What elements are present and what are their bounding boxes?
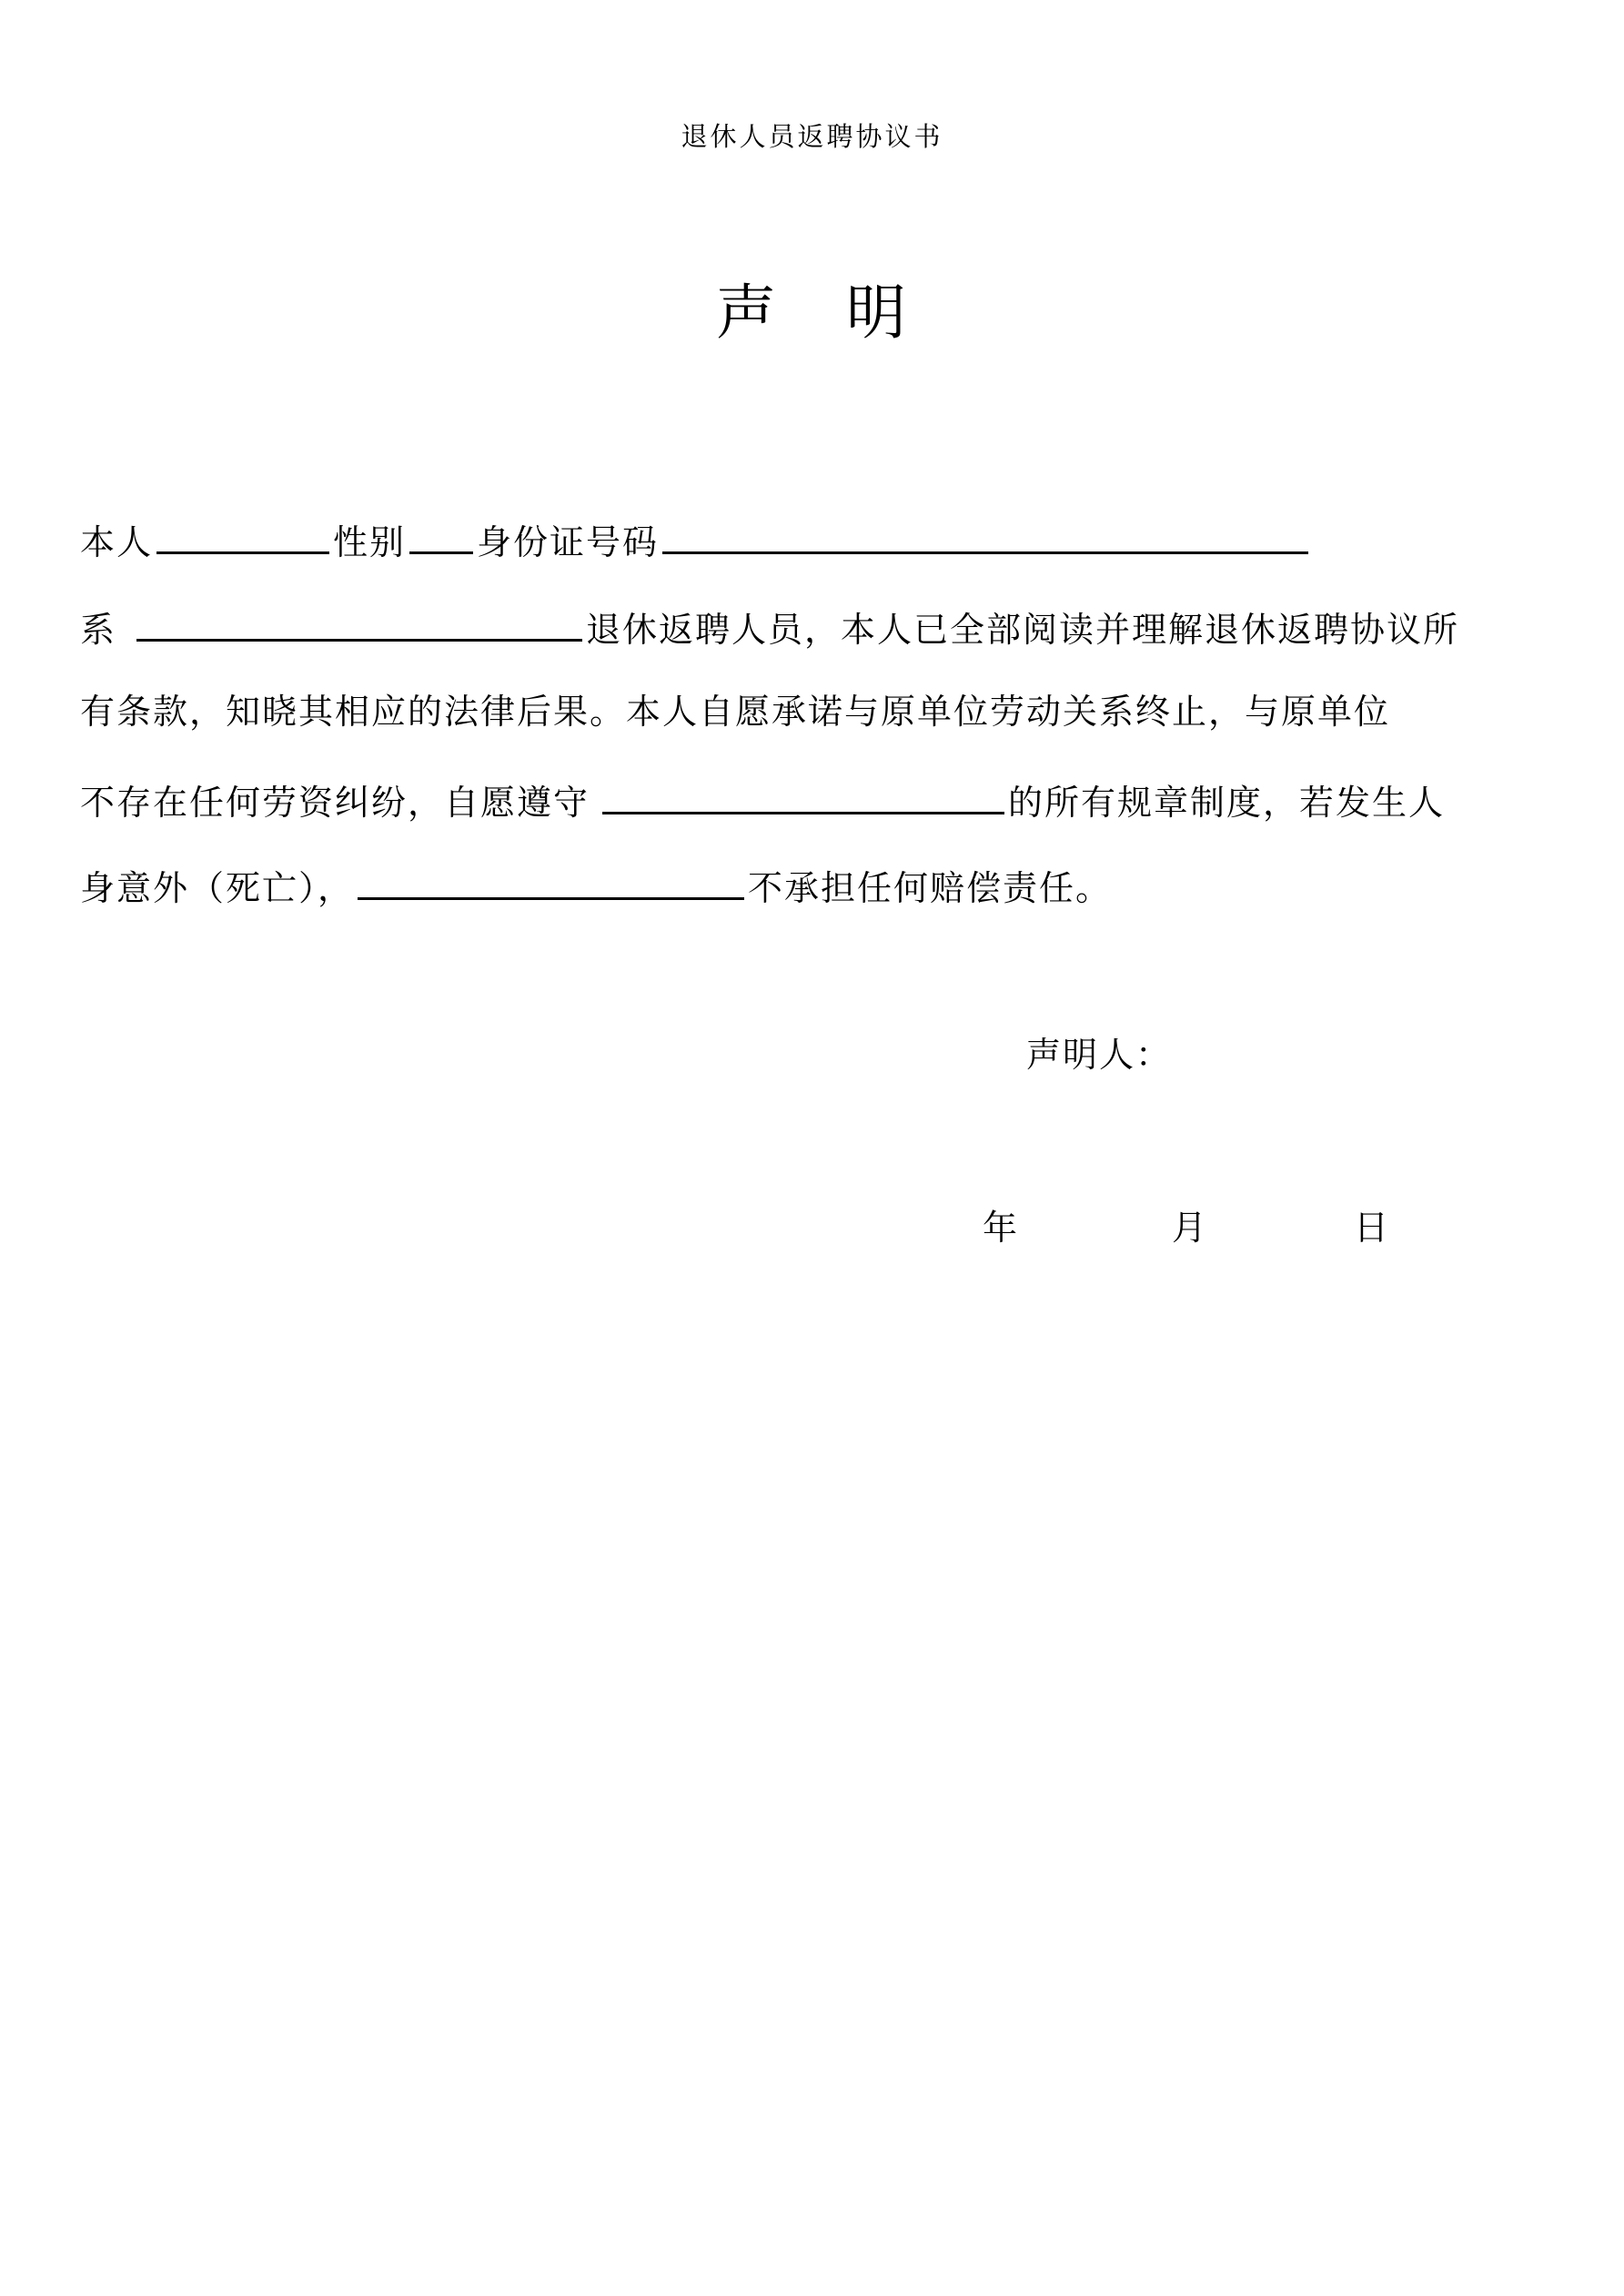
unit-blank-3[interactable]: [358, 857, 744, 900]
body-line-5: [80, 857, 1112, 912]
statement-title: [0, 264, 1624, 350]
line-4-suffix: 的所有规章制度，若发生人: [1008, 783, 1446, 823]
id-number-blank[interactable]: [662, 511, 1308, 554]
self-label: 本人: [80, 522, 154, 562]
statement-title-right: 明: [846, 278, 908, 348]
date-year-label: 年: [983, 1208, 1018, 1248]
unit-blank-2[interactable]: [602, 772, 1004, 814]
document-header-title: 退休人员返聘协议书: [681, 121, 943, 152]
gender-label: 性别: [333, 522, 407, 562]
line-4-prefix: 不存在任何劳资纠纷，自愿遵守: [80, 783, 590, 823]
declarant-label: 声明人：: [1026, 1035, 1173, 1075]
statement-title-left: 声: [716, 278, 778, 348]
line-2-text: 退休返聘人员，本人已全部阅读并理解退休返聘协议所: [586, 610, 1460, 650]
relation-label: 系: [80, 610, 117, 650]
body-line-2: [80, 599, 1459, 653]
name-blank[interactable]: [156, 511, 329, 554]
line-3-text: 有条款，知晓其相应的法律后果。本人自愿承诺与原单位劳动关系终止，与原单位: [80, 692, 1391, 732]
body-line-1: [80, 511, 1312, 566]
id-number-label: 身份证号码: [477, 522, 660, 562]
unit-blank-1[interactable]: [136, 599, 582, 642]
gender-blank[interactable]: [409, 511, 473, 554]
line-5-suffix: 不承担任何赔偿责任。: [748, 868, 1113, 908]
body-line-4: [80, 772, 1445, 826]
date-day-label: 日: [1354, 1208, 1389, 1248]
line-5-prefix: 身意外（死亡），: [80, 868, 355, 908]
body-line-3: [80, 684, 1390, 739]
date-month-label: 月: [1172, 1208, 1207, 1248]
